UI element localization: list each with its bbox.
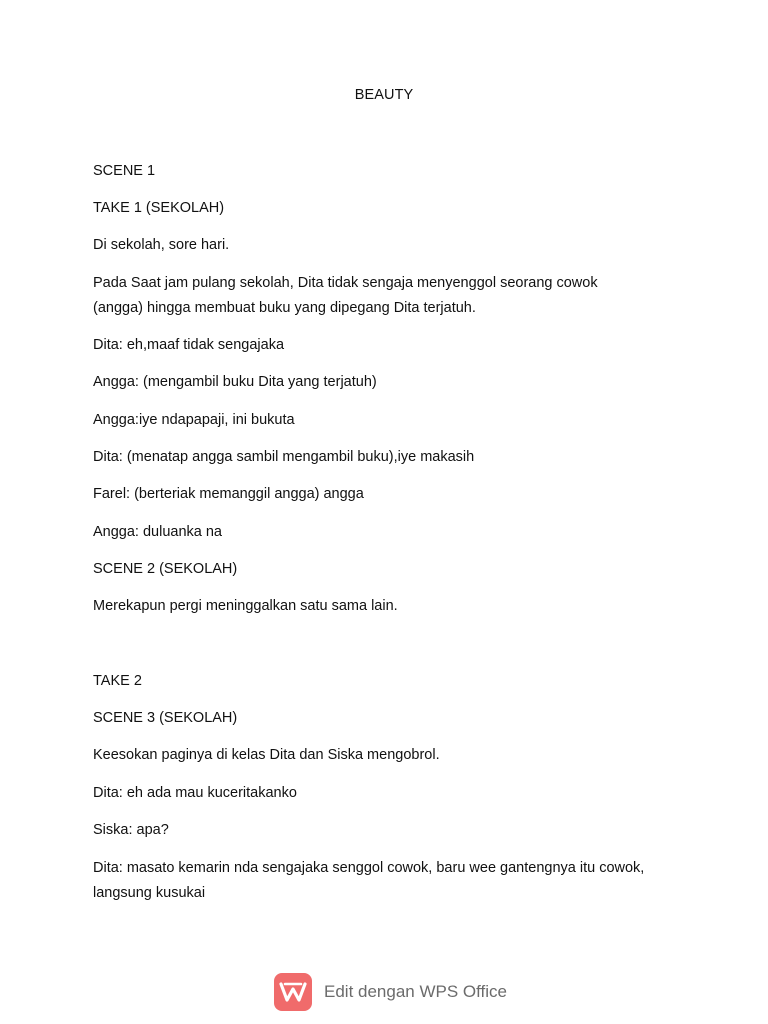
wps-office-logo-icon [274,973,312,1011]
scene-heading: SCENE 2 (SEKOLAH) [93,561,238,577]
dialogue-line: Angga:iye ndapapaji, ini bukuta [93,412,295,428]
paragraph-line: Merekapun pergi meninggalkan satu sama lain. [93,598,398,614]
paragraph-line: Di sekolah, sore hari. [93,237,230,253]
scene-heading: SCENE 3 (SEKOLAH) [93,710,238,726]
scene-heading: SCENE 1 [93,163,156,179]
paragraph-line: (angga) hingga membuat buku yang dipegang Dita terjatuh. [93,300,476,316]
wps-edit-label[interactable]: Edit dengan WPS Office [324,982,508,1001]
dialogue-line: Dita: eh,maaf tidak sengajaka [93,337,285,353]
document-title: BEAUTY [354,87,414,103]
paragraph-line: Keesokan paginya di kelas Dita dan Siska mengobrol. [93,747,440,763]
dialogue-line: Dita: (menatap angga sambil mengambil buku),iye makasih [93,449,475,465]
wps-edit-link[interactable] [274,973,507,1011]
dialogue-line: langsung kusukai [93,885,206,901]
paragraph-line: Pada Saat jam pulang sekolah, Dita tidak sengaja menyenggol seorang cowok [93,275,598,291]
dialogue-line: Angga: (mengambil buku Dita yang terjatuh) [93,374,377,390]
dialogue-line: Dita: eh ada mau kuceritakanko [93,785,297,801]
dialogue-line: Farel: (berteriak memanggil angga) angga [93,486,364,502]
take-heading: TAKE 1 (SEKOLAH) [93,200,225,216]
dialogue-line: Angga: duluanka na [93,524,222,540]
take-heading: TAKE 2 [93,673,142,689]
dialogue-line: Siska: apa? [93,822,169,838]
dialogue-line: Dita: masato kemarin nda sengajaka senggol cowok, baru wee gantengnya itu cowok, [93,860,645,876]
